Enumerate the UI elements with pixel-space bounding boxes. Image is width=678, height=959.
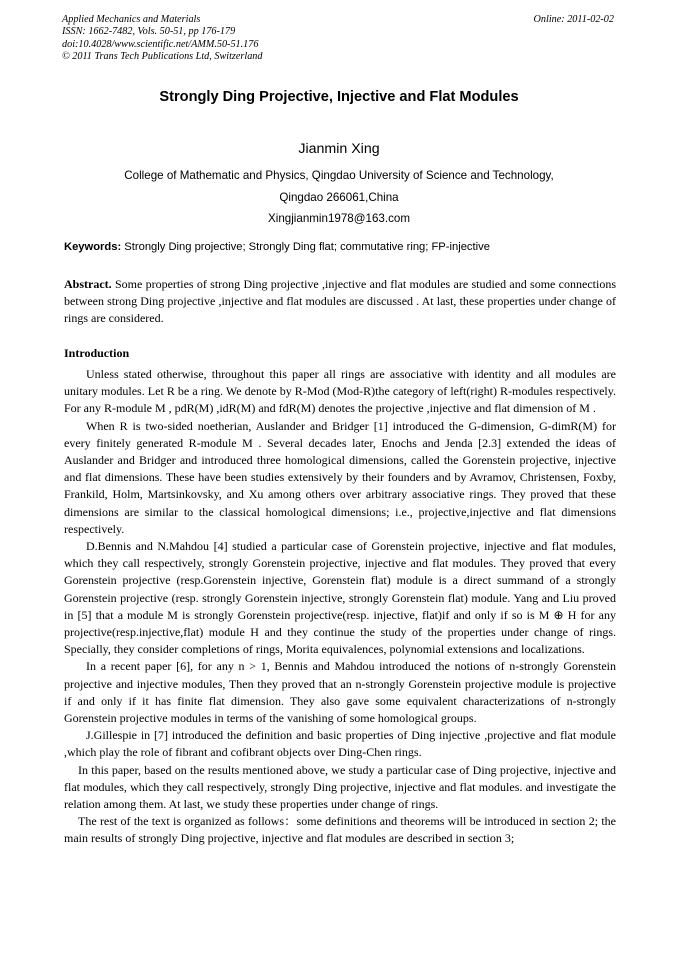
paragraph: When R is two-sided noetherian, Auslander and Bridger [1] introduced the G-dimension, G-dimR(M) for every finitely generated R-module M . Several decades later, Enochs and Jenda [2.3] extended the ideas of Auslander and Bridger and introduced three homological dimensions, called the Gorenstein projective, injective and flat dimensions. These have been studies extensively by their founders and by Avramov, Christensen, Foxby, Frankild, Holm, Martsinkovsky, and Xu among others over arbitrary associative rings. They proved that these dimensions are similar to the classical homological dimensions; i.e., projective,injective and flat dimensions respectively. — [64, 418, 616, 536]
online-date: Online: 2011-02-02 — [533, 14, 614, 25]
abstract — [64, 276, 616, 327]
affiliation-line: College of Mathematic and Physics, Qingdao University of Science and Technology, — [124, 169, 554, 182]
affiliation-city: Qingdao 266061,China — [279, 190, 399, 204]
journal-header — [62, 14, 262, 64]
doi-line: doi:10.4028/www.scientific.net/AMM.50-51.176 — [62, 38, 259, 50]
abstract-text: Some properties of strong Ding projective ,injective and flat modules are studied and some connections between strong Ding projective ,injective and flat modules are discussed . At last, these properties under change of rings are considered. — [64, 277, 616, 325]
keywords-label: Keywords: — [64, 241, 122, 253]
abstract-label: Abstract. — [64, 277, 112, 291]
issn-line: ISSN: 1662-7482, Vols. 50-51, pp 176-179 — [62, 26, 236, 38]
paragraph: Unless stated otherwise, throughout this paper all rings are associative with identity and all modules are unitary modules. Let R be a ring. We denote by R-Mod (Mod-R)the category of left(right) R-modules respectively. For any R-module M , pdR(M) ,idR(M) and fdR(M) denotes the projective ,injective and flat dimension of M . — [64, 367, 616, 416]
paragraph: The rest of the text is organized as follows：some definitions and theorems will be introduced in section 2; the main results of strongly Ding projective, injective and flat modules are described in section 3; — [64, 814, 616, 846]
paragraph: In this paper, based on the results mentioned above, we study a particular case of Ding projective, injective and flat modules, which they call respectively, strongly Ding projective, injective and flat modules. and investigate the relation among them. At last, we study these properties under change of rings. — [64, 762, 616, 812]
paragraph: D.Bennis and N.Mahdou [4] studied a particular case of Gorenstein projective, injective and flat modules, which they call respectively, strongly Gorenstein projective, injective and flat modules. They proved that every Gorenstein projective (resp.Gorenstein injective, Gorenstein flat) module is a direct summand of a strongly Gorenstein projective (resp. strongly Gorenstein injective, strongly Gorenstein flat) module. Yang and Liu proved in [5] that a module M is strongly Gorenstein projective(resp. injective, flat)if and only if so is M ⊕ H for any projective(resp.injective,flat) module H and they continue the study of the properties under change of rings. Specially, they consider completions of rings, Morita equivalences, polynomial extensions and localizations. — [64, 539, 616, 657]
copyright-line: © 2011 Trans Tech Publications Ltd, Switzerland — [62, 51, 263, 63]
paragraph: J.Gillespie in [7] introduced the definition and basic properties of Ding injective ,projective and flat module ,which play the role of fibrant and cofibrant objects over Ding-Chen rings. — [64, 728, 616, 760]
paper-title: Strongly Ding Projective, Injective and Flat Modules — [159, 89, 519, 105]
introduction-body — [64, 366, 616, 848]
journal-name: Applied Mechanics and Materials — [62, 14, 201, 25]
paragraph: In a recent paper [6], for any n > 1, Bennis and Mahdou introduced the notions of n-strongly Gorenstein projective and injective modules, Then they proved that an n-strongly Gorenstein projective module is projective if and only if it has finite flat dimension. They also gave some equivalent characterizations of n-strongly Gorenstein projective modules in terms of the vanishing of some homological groups. — [64, 659, 616, 726]
keywords-text: Strongly Ding projective; Strongly Ding flat; commutative ring; FP-injective — [121, 241, 490, 253]
author-name: Jianmin Xing — [298, 141, 380, 157]
affiliation-block — [0, 165, 678, 230]
author-email: Xingjianmin1978@163.com — [268, 212, 410, 225]
section-heading-introduction: Introduction — [64, 346, 130, 360]
keywords — [64, 241, 616, 253]
